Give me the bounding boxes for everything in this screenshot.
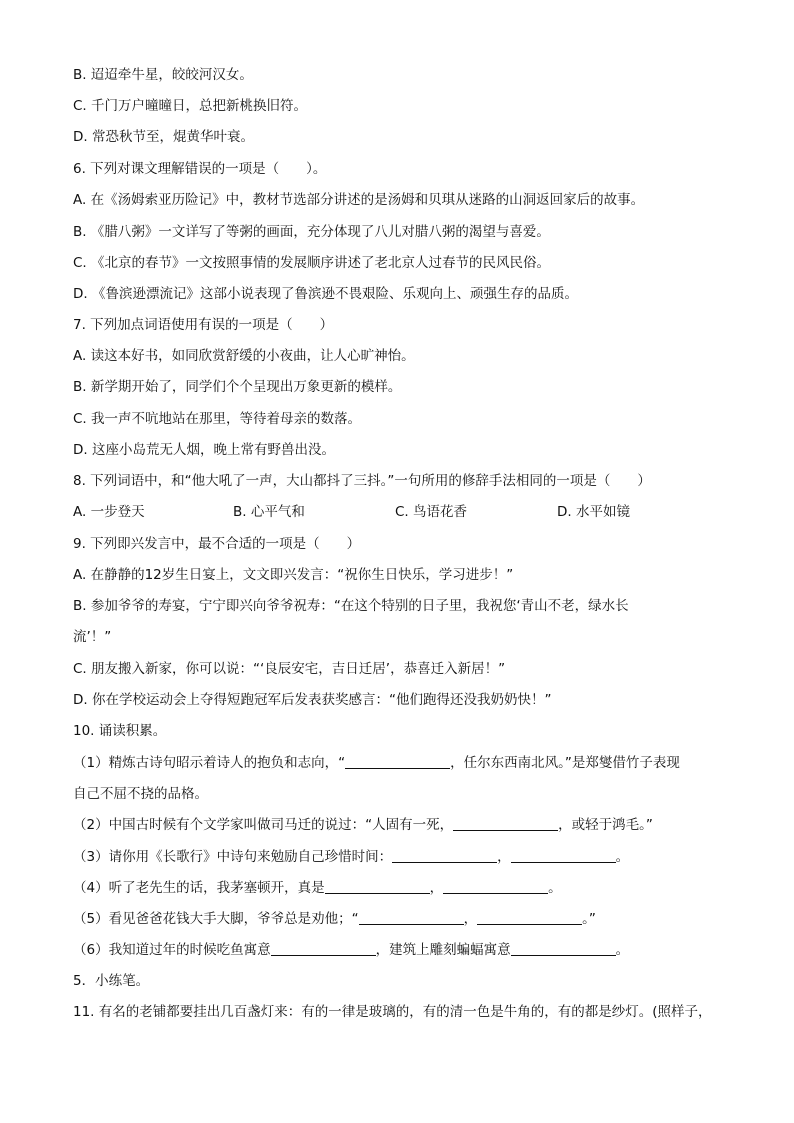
section-heading: 5．小练笔。 — [73, 973, 150, 989]
q10-item-3: （3）请你用《长歌行》中诗句来勉励自己珍惜时间： ， 。 — [73, 849, 630, 865]
q9-option-b: B. 参加爷爷的寿宴，宁宁即兴向爷爷祝寿：“在这个特别的日子里，我祝您‘青山不老，绿水长 — [73, 598, 629, 614]
answer-blank[interactable] — [511, 941, 616, 956]
answer-blank[interactable] — [345, 754, 450, 769]
q8-option-a: A. 一步登天 — [73, 504, 145, 520]
q10-item-4: （4）听了老先生的话，我茅塞顿开，真是 ， 。 — [73, 880, 562, 896]
q6-option-d: D. 《鲁滨逊漂流记》这部小说表现了鲁滨逊不畏艰险、乐观向上、顽强生存的品质。 — [73, 286, 578, 302]
answer-blank[interactable] — [392, 848, 497, 863]
q8-option-c: C. 鸟语花香 — [395, 504, 468, 520]
q5-option-c: C. 千门万户曈曈日，总把新桃换旧符。 — [73, 98, 308, 114]
q10-item-1: （1）精炼古诗句昭示着诗人的抱负和志向，“ ，任尔东西南北风。”是郑燮借竹子表现 — [73, 755, 680, 771]
q6-option-b: B. 《腊八粥》一文详写了等粥的画面，充分体现了八儿对腊八粥的渴望与喜爱。 — [73, 224, 550, 240]
q9-option-a: A. 在静静的12岁生日宴上，文文即兴发言：“祝你生日快乐，学习进步！” — [73, 567, 514, 583]
q8-option-b: B. 心平气和 — [233, 504, 305, 520]
q9-option-d: D. 你在学校运动会上夺得短跑冠军后发表获奖感言：“他们跑得还没我奶奶快！” — [73, 692, 552, 708]
q8-options — [73, 503, 713, 521]
answer-blank[interactable] — [511, 848, 616, 863]
q10-item-6: （6）我知道过年的时候吃鱼寓意 ，建筑上雕刻蝙蝠寓意 。 — [73, 942, 630, 958]
q6-stem: 6. 下列对课文理解错误的一项是（ ）。 — [73, 161, 327, 177]
q5-option-b: B. 迢迢牵牛星，皎皎河汉女。 — [73, 67, 253, 83]
q11-stem: 11. 有名的老铺都要挂出几百盏灯来：有的一律是玻璃的，有的清一色是牛角的，有的都是纱灯。(照样子， — [73, 1004, 712, 1020]
answer-blank[interactable] — [271, 941, 376, 956]
q10-item-2: （2）中国古时候有个文学家叫做司马迁的说过：“人固有一死， ，或轻于鸿毛。” — [73, 817, 653, 833]
answer-blank[interactable] — [453, 816, 558, 831]
q7-option-a: A. 读这本好书，如同欣赏舒缓的小夜曲，让人心旷神怡。 — [73, 348, 415, 364]
q7-option-b: B. 新学期开始了，同学们个个呈现出万象更新的模样。 — [73, 379, 402, 395]
q7-option-c: C. 我一声不吭地站在那里，等待着母亲的数落。 — [73, 411, 362, 427]
q10-item-5: （5）看见爸爸花钱大手大脚，爷爷总是劝他；“ ， 。” — [73, 911, 596, 927]
q10-stem: 10. 诵读积累。 — [73, 723, 167, 739]
q9-option-b-cont: 流’！” — [73, 629, 112, 645]
q9-option-c: C. 朋友搬入新家，你可以说：“‘良辰安宅，吉日迁居’，恭喜迁入新居！” — [73, 661, 506, 677]
q10-item-1-cont: 自己不屈不挠的品格。 — [73, 786, 208, 802]
q7-stem: 7. 下列加点词语使用有误的一项是（ ） — [73, 317, 334, 333]
q8-option-d: D. 水平如镜 — [557, 504, 630, 520]
answer-blank[interactable] — [443, 879, 548, 894]
q5-option-d: D. 常恐秋节至，焜黄华叶衰。 — [73, 129, 254, 145]
q8-stem: 8. 下列词语中，和“他大吼了一声，大山都抖了三抖。”一句所用的修辞手法相同的一项是（ ） — [73, 473, 651, 489]
answer-blank[interactable] — [477, 910, 582, 925]
q6-option-a: A. 在《汤姆索亚历险记》中，教材节选部分讲述的是汤姆和贝琪从迷路的山洞返回家后的故事。 — [73, 192, 645, 208]
answer-blank[interactable] — [359, 910, 464, 925]
q7-option-d: D. 这座小岛荒无人烟，晚上常有野兽出没。 — [73, 442, 335, 458]
answer-blank[interactable] — [325, 879, 430, 894]
q6-option-c: C. 《北京的春节》一文按照事情的发展顺序讲述了老北京人过春节的民风民俗。 — [73, 255, 551, 271]
q9-stem: 9. 下列即兴发言中，最不合适的一项是（ ） — [73, 536, 361, 552]
